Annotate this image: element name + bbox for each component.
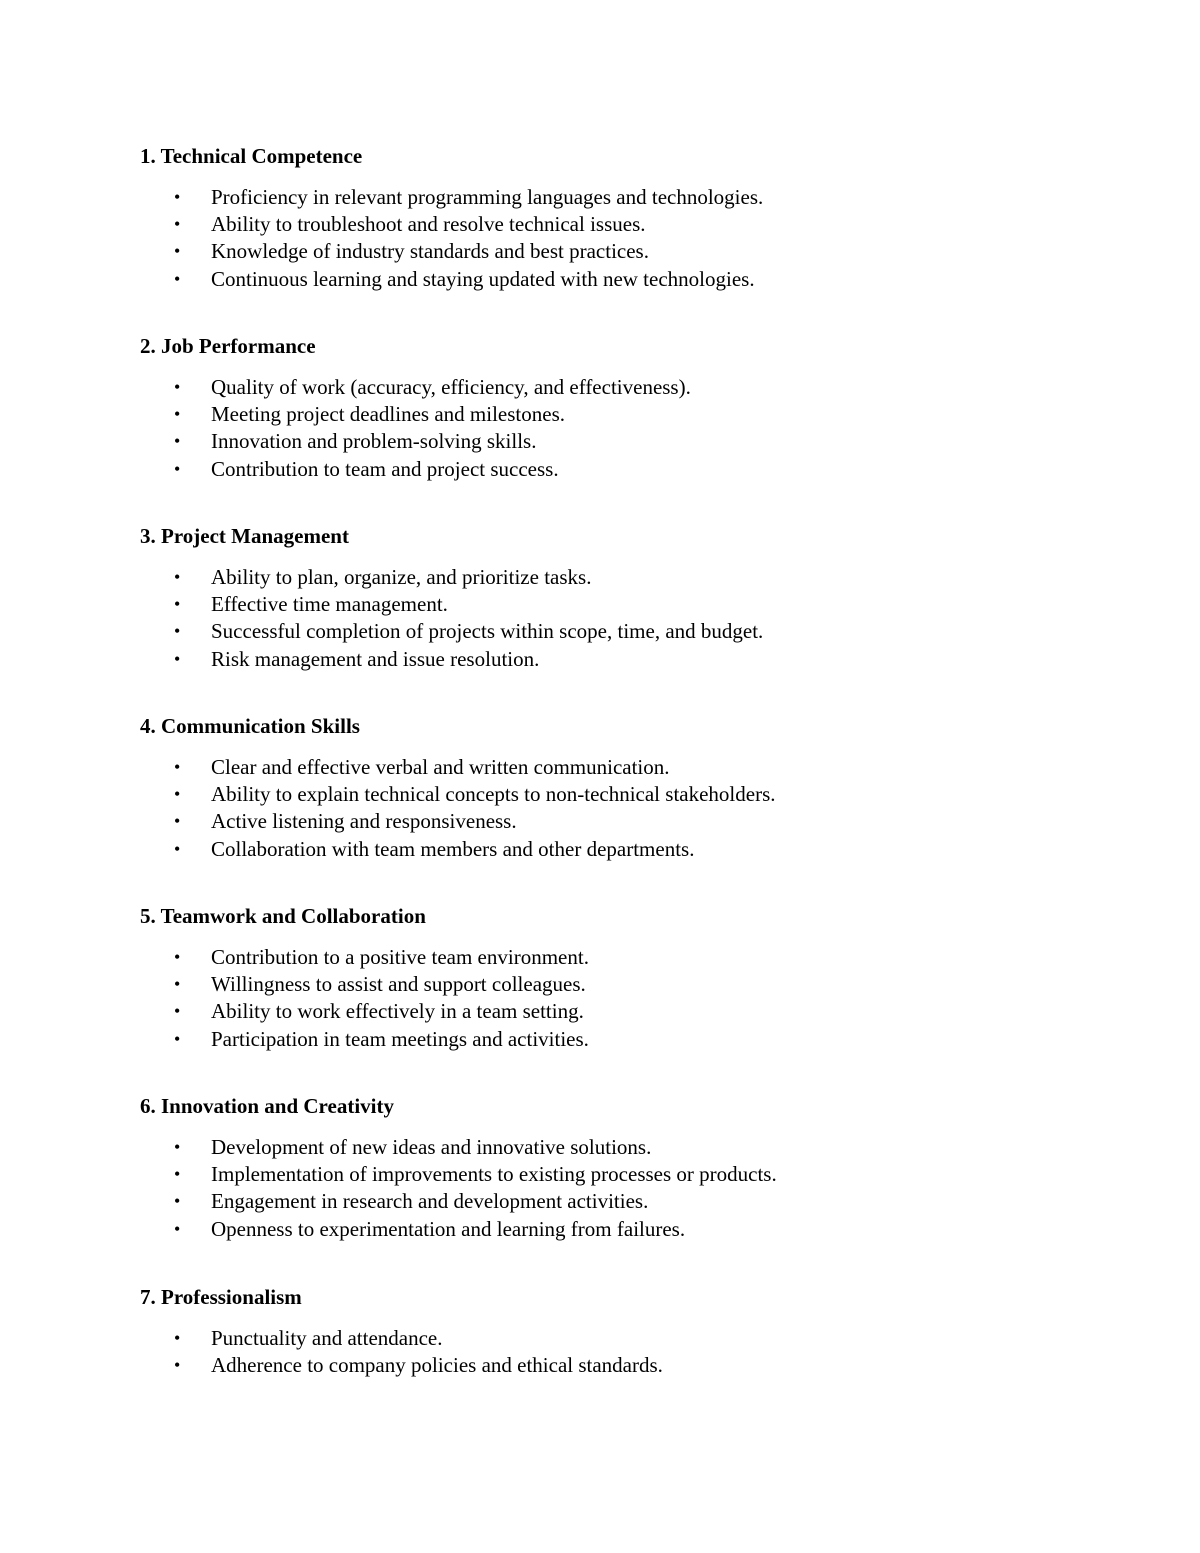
section-heading: 7. Professionalism xyxy=(140,1285,302,1309)
bullet-icon: • xyxy=(174,1137,181,1157)
bullet-icon: • xyxy=(174,947,181,967)
list-item-text: Innovation and problem-solving skills. xyxy=(211,429,537,454)
list-item-text: Contribution to team and project success. xyxy=(211,456,559,481)
section-heading: 6. Innovation and Creativity xyxy=(140,1094,394,1118)
list-item-text: Ability to explain technical concepts to non-technical stakeholders. xyxy=(211,782,776,807)
list-item-text: Meeting project deadlines and milestones. xyxy=(211,402,565,427)
list-item-text: Proficiency in relevant programming languages and technologies. xyxy=(211,185,764,209)
list-item-text: Successful completion of projects within scope, time, and budget. xyxy=(211,619,764,644)
bullet-icon: • xyxy=(174,1001,181,1022)
list-item-text: Adherence to company policies and ethical standards. xyxy=(211,1353,663,1378)
list-item-text: Risk management and issue resolution. xyxy=(211,646,540,671)
bullet-icon: • xyxy=(174,1328,181,1348)
list-item-text: Punctuality and attendance. xyxy=(211,1326,443,1350)
bullet-icon: • xyxy=(174,268,181,289)
bullet-icon: • xyxy=(174,1218,181,1239)
bullet-icon: • xyxy=(174,1355,181,1376)
list-item-text: Development of new ideas and innovative solutions. xyxy=(211,1135,652,1159)
list-item-text: Contribution to a positive team environment. xyxy=(211,945,589,969)
bullet-icon: • xyxy=(174,567,181,587)
list-item-text: Openness to experimentation and learning from failures. xyxy=(211,1216,686,1241)
bullet-icon: • xyxy=(174,838,181,859)
section-heading: 1. Technical Competence xyxy=(140,144,363,168)
bullet-icon: • xyxy=(174,458,181,479)
bullet-icon: • xyxy=(174,377,181,397)
section-heading: 4. Communication Skills xyxy=(140,714,360,738)
section-heading: 3. Project Management xyxy=(140,524,349,548)
list-item-text: Ability to plan, organize, and prioritize tasks. xyxy=(211,565,592,589)
section-heading: 5. Teamwork and Collaboration xyxy=(140,904,426,928)
list-item-text: Engagement in research and development activities. xyxy=(211,1189,649,1214)
bullet-icon: • xyxy=(174,1191,181,1212)
bullet-icon: • xyxy=(174,241,181,262)
list-item-text: Participation in team meetings and activities. xyxy=(211,1026,589,1051)
bullet-icon: • xyxy=(174,811,181,832)
list-item-text: Knowledge of industry standards and best practices. xyxy=(211,239,649,264)
list-item-text: Ability to work effectively in a team setting. xyxy=(211,999,584,1024)
bullet-icon: • xyxy=(174,594,181,615)
bullet-icon: • xyxy=(174,1028,181,1049)
bullet-icon: • xyxy=(174,757,181,777)
list-item-text: Implementation of improvements to existing processes or products. xyxy=(211,1162,777,1187)
bullet-icon: • xyxy=(174,1164,181,1185)
bullet-icon: • xyxy=(174,974,181,995)
list-item-text: Continuous learning and staying updated with new technologies. xyxy=(211,266,755,291)
bullet-icon: • xyxy=(174,404,181,425)
list-item-text: Effective time management. xyxy=(211,592,448,617)
section-heading: 2. Job Performance xyxy=(140,334,316,358)
bullet-icon: • xyxy=(174,784,181,805)
bullet-icon: • xyxy=(174,187,181,207)
bullet-icon: • xyxy=(174,648,181,669)
bullet-icon: • xyxy=(174,214,181,235)
bullet-icon: • xyxy=(174,431,181,452)
list-item-text: Quality of work (accuracy, efficiency, and effectiveness). xyxy=(211,375,691,399)
list-item-text: Willingness to assist and support colleagues. xyxy=(211,972,586,997)
list-item-text: Ability to troubleshoot and resolve technical issues. xyxy=(211,212,646,237)
bullet-icon: • xyxy=(174,621,181,642)
list-item-text: Clear and effective verbal and written communication. xyxy=(211,755,670,779)
list-item-text: Active listening and responsiveness. xyxy=(211,809,517,834)
list-item-text: Collaboration with team members and other departments. xyxy=(211,836,695,861)
